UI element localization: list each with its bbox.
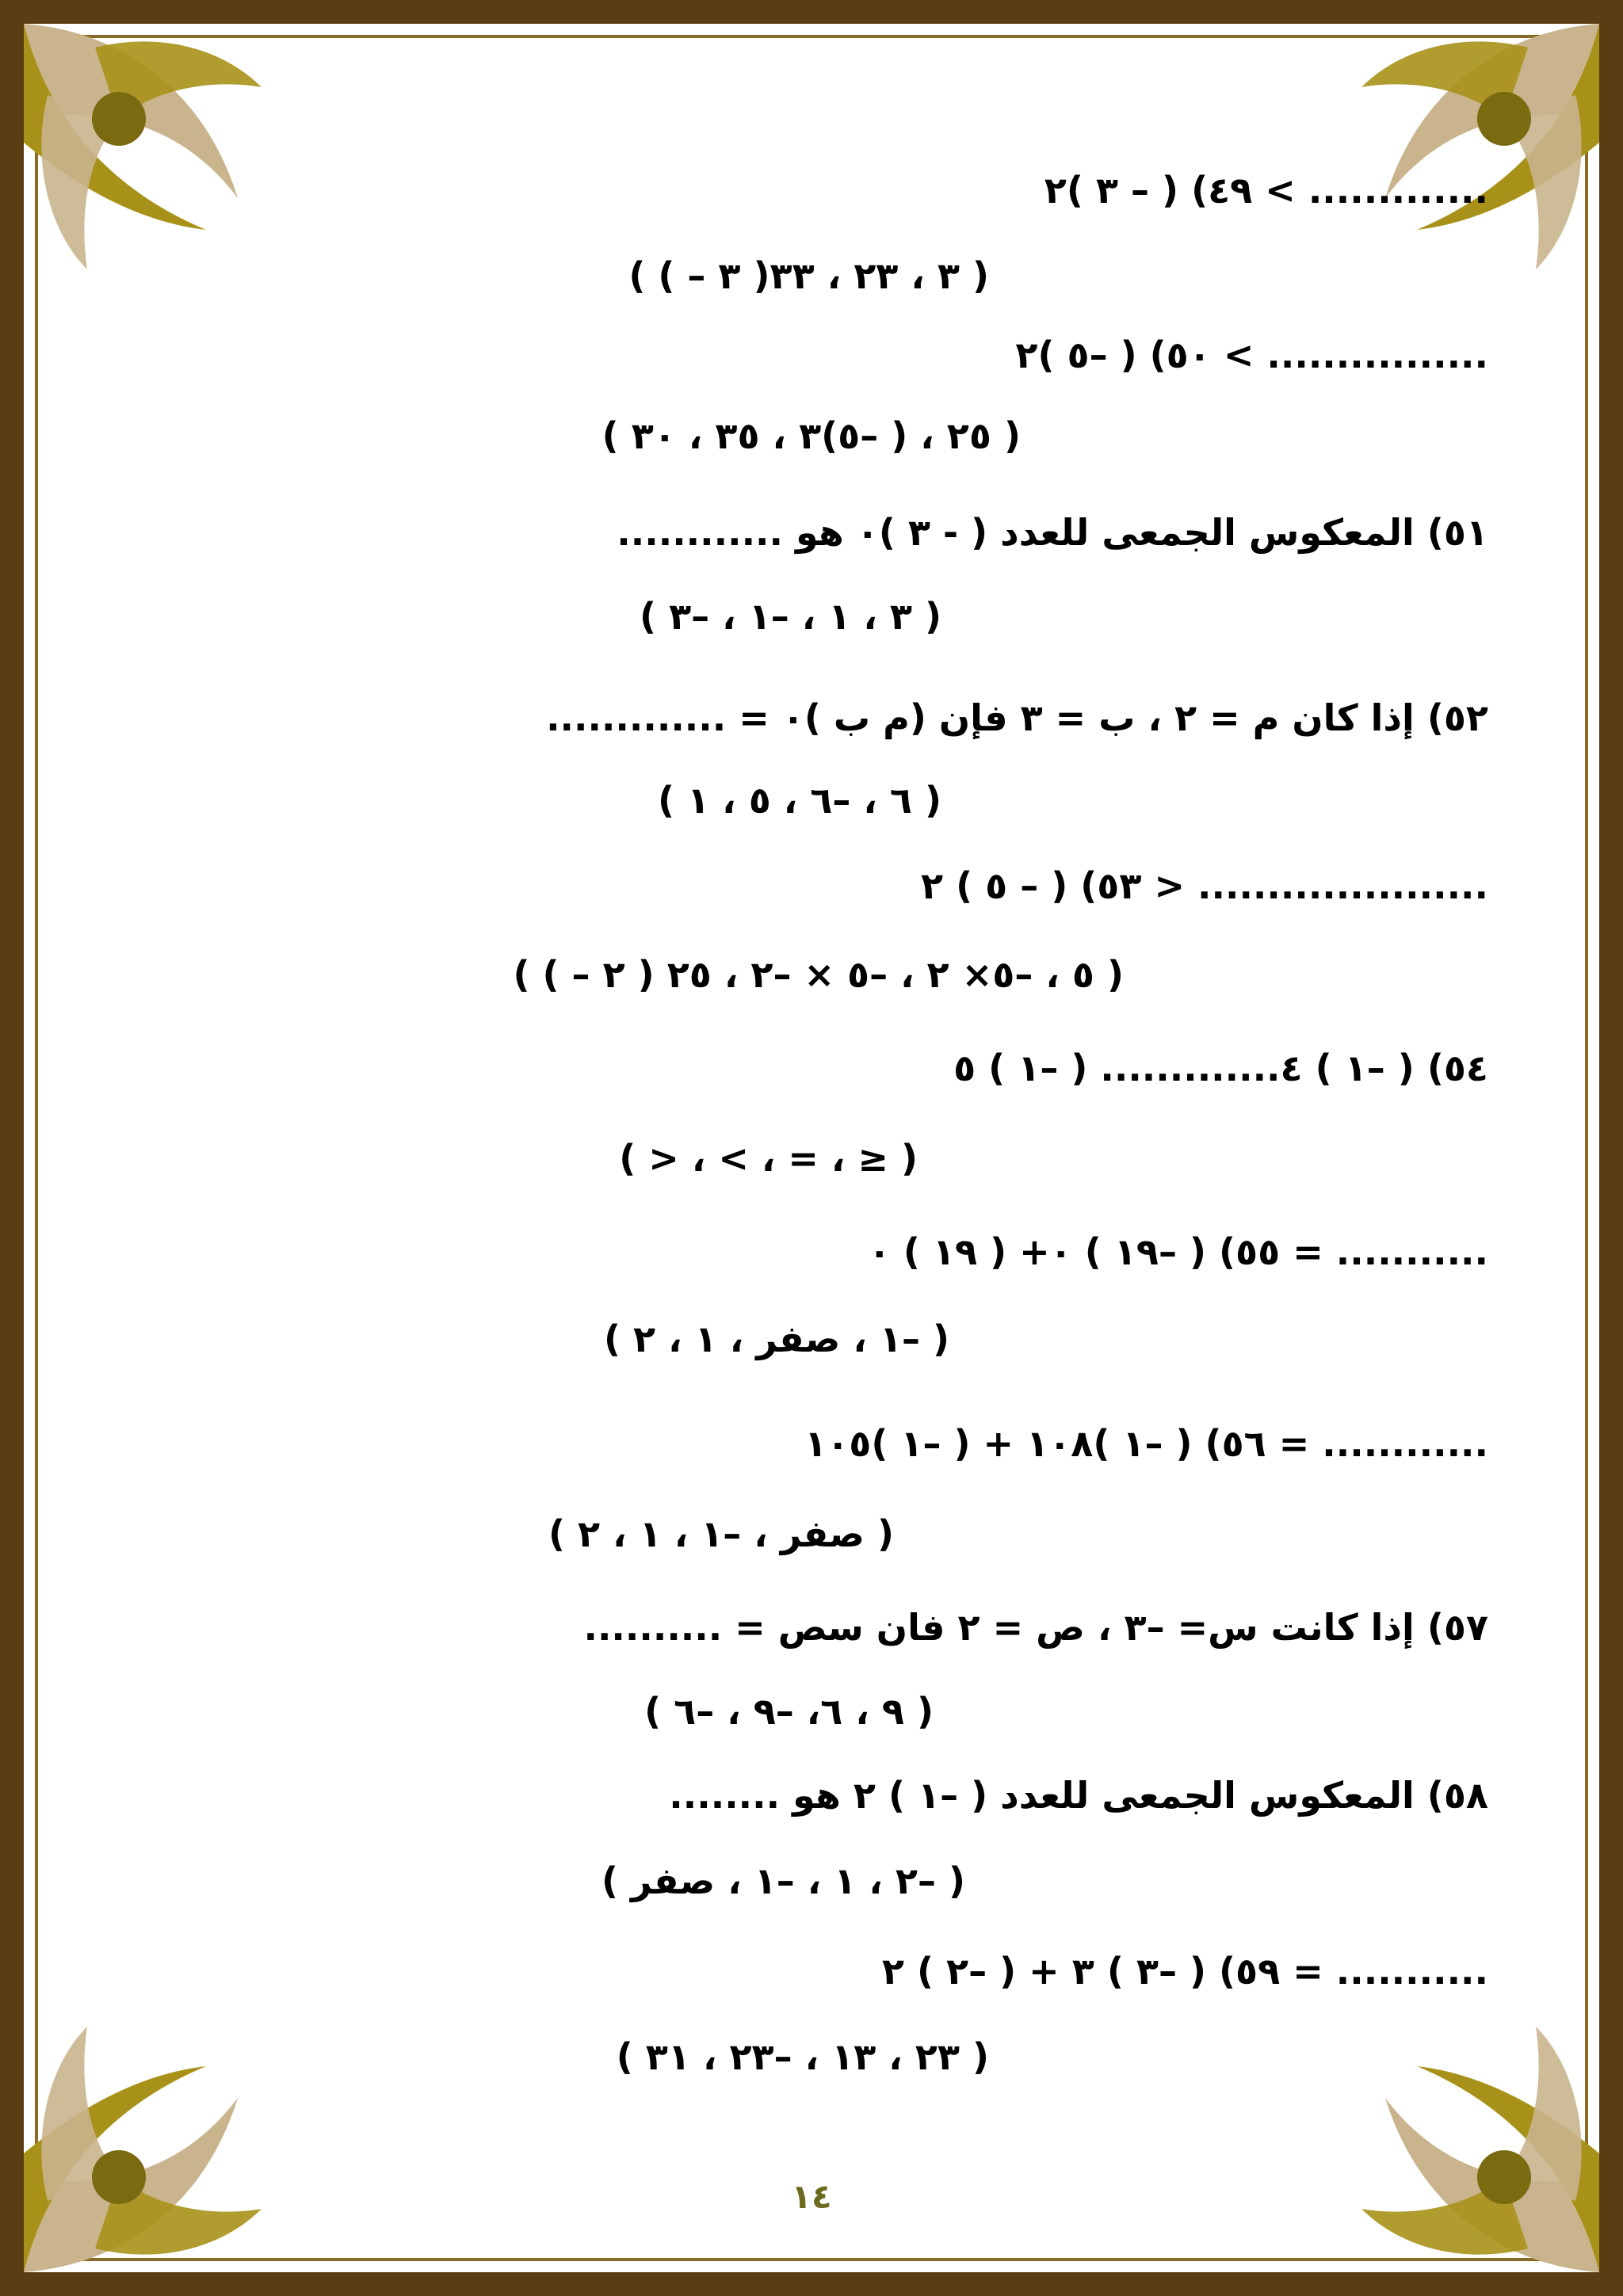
question-49-stem: ٤٩) ( – ٣ )٢ < ............. (1044, 169, 1488, 212)
question-51-stem: ٥١) المعكوس الجمعى للعدد ( - ٣ )٠ هو ............ (617, 511, 1488, 554)
question-54-stem: ٥٤) ( –١ ) ٤............. ( –١ ) ٥ (953, 1047, 1488, 1089)
question-57-stem: ٥٧) إذا كانت س= –٣ ، ص = ٢ فان سص = .......... (583, 1606, 1488, 1649)
question-59-options: ( ٢٣ ، ١٣ ، –٢٣ ، ٣١ ) (616, 2035, 989, 2078)
question-59-stem: ٥٩) ( –٣ ) ٣ + ( –٢ ) ٢ = ........... (881, 1950, 1488, 1993)
question-57-options: ( ٩ ، ٦، –٩ ، –٦ ) (644, 1690, 934, 1733)
question-52-options: ( ٦ ، –٦ ، ٥ ، ١ ) (658, 779, 941, 822)
question-51-options: ( ٣ ، ١ ، –١ ، –٣ ) (640, 595, 941, 638)
question-54-options: ( > ، < ، = ، ≥ ) (619, 1137, 918, 1180)
corner-ornament-top-left (0, 0, 365, 364)
question-52-stem: ٥٢) إذا كان ﻡ = ٢ ، ب = ٣ فإن (ﻡ ب )٠ = ............. (546, 696, 1488, 739)
question-55-options: ( –١ ، صفر ، ١ ، ٢ ) (603, 1318, 949, 1360)
question-56-options: ( صفر ، –١ ، ١ ، ٢ ) (548, 1512, 894, 1555)
question-56-stem: ٥٦) ( –١ )١٠٨ + ( –١ )١٠٥ = ............ (804, 1422, 1488, 1465)
question-53-stem: ٥٣) ( – ٥ ) ٢ > ..................... (920, 864, 1488, 907)
question-53-options: ( ( – ٢ ) ٥ ، –٥× ٢ ، –٥ × –٢ ، ٢٥ ) (513, 953, 1124, 996)
question-50-options: ( ٢٥ ، ( –٥)٣ ، ٣٥ ، ٣٠ ) (601, 414, 1021, 457)
question-49-options: ( ( – ٣ )٣ ، ٢٣ ، ٣٣ ) (628, 254, 989, 297)
question-50-stem: ٥٠) ( –٥ )٢ < ................ (1015, 334, 1488, 376)
page-number: ١٤ (791, 2177, 832, 2216)
corner-ornament-bottom-left (0, 1932, 365, 2296)
question-58-stem: ٥٨) المعكوس الجمعى للعدد ( –١ ) ٢ هو ........ (669, 1774, 1488, 1817)
question-55-stem: ٥٥) ( –١٩ ) ٠+ ( ١٩ ) ٠ = ........... (868, 1230, 1488, 1273)
question-58-options: ( –٢ ، ١ ، –١ ، صفر ) (601, 1859, 965, 1902)
